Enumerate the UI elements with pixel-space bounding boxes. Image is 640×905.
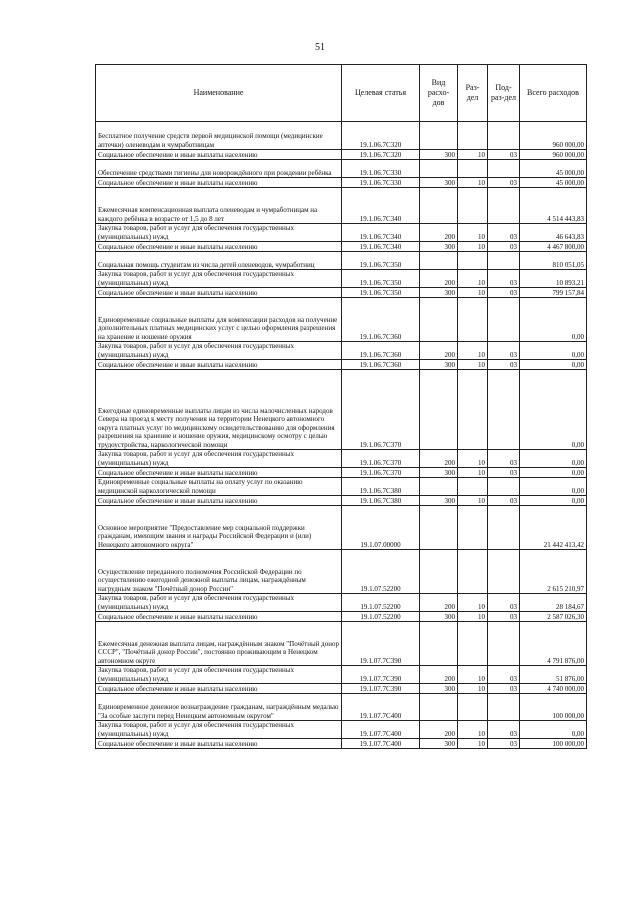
cell-expense-type	[420, 550, 458, 594]
table-header-row	[96, 65, 587, 122]
cell-name: Социальная помощь студентам из числа детей оленеводов, чумработниц	[96, 252, 342, 270]
cell-section	[458, 622, 488, 666]
cell-expense-type: 200	[420, 224, 458, 242]
cell-expense-type: 200	[420, 342, 458, 360]
cell-total: 810 051,05	[520, 252, 587, 270]
cell-subsection	[488, 370, 520, 450]
cell-total: 0,00	[520, 370, 587, 450]
cell-expense-type: 200	[420, 450, 458, 468]
cell-section	[458, 122, 488, 150]
cell-expense-type: 300	[420, 150, 458, 160]
cell-target-article: 19.1.07.52200	[342, 550, 420, 594]
cell-name: Закупка товаров, работ и услуг для обеспечения государственных (муниципальных) нужд	[96, 224, 342, 242]
cell-name: Закупка товаров, работ и услуг для обеспечения государственных (муниципальных) нужд	[96, 450, 342, 468]
cell-expense-type: 300	[420, 178, 458, 188]
cell-total: 51 876,00	[520, 666, 587, 684]
cell-total: 45 000,00	[520, 160, 587, 178]
table-row	[96, 242, 587, 252]
cell-target-article: 19.1.06.7С340	[342, 188, 420, 224]
table-row	[96, 468, 587, 478]
table-row	[96, 252, 587, 270]
cell-section: 10	[458, 150, 488, 160]
cell-total: 0,00	[520, 468, 587, 478]
cell-subsection	[488, 298, 520, 342]
header-section: Раз-дел	[458, 65, 488, 122]
cell-name: Единовременное денежное вознаграждение гражданам, награждённым медалью "За особые заслуги перед Ненецким автономным округом"	[96, 694, 342, 721]
cell-expense-type	[420, 622, 458, 666]
cell-section	[458, 188, 488, 224]
budget-table-body	[96, 122, 587, 749]
header-total: Всего расходов	[520, 65, 587, 122]
table-row	[96, 506, 587, 550]
cell-section: 10	[458, 224, 488, 242]
cell-section: 10	[458, 178, 488, 188]
cell-section	[458, 478, 488, 496]
cell-target-article: 19.1.06.7С380	[342, 496, 420, 506]
cell-total: 960 000,00	[520, 122, 587, 150]
table-row	[96, 288, 587, 298]
cell-target-article: 19.1.06.7С370	[342, 370, 420, 450]
cell-total: 960 000,00	[520, 150, 587, 160]
cell-total: 0,00	[520, 496, 587, 506]
cell-expense-type: 200	[420, 594, 458, 612]
cell-total: 799 157,84	[520, 288, 587, 298]
table-row	[96, 342, 587, 360]
header-target-article: Целевая статья	[342, 65, 420, 122]
cell-target-article: 19.1.07.7С390	[342, 666, 420, 684]
cell-name: Ежемесячная компенсационная выплата оленеводам и чумработницам на каждого ребёнка в возрасте от 1,5 до 8 лет	[96, 188, 342, 224]
cell-target-article: 19.1.07.7С390	[342, 684, 420, 694]
cell-expense-type: 300	[420, 242, 458, 252]
cell-expense-type: 300	[420, 360, 458, 370]
cell-subsection: 03	[488, 270, 520, 288]
cell-subsection	[488, 622, 520, 666]
cell-section	[458, 252, 488, 270]
header-subsection: Под-раз-дел	[488, 65, 520, 122]
cell-total: 2 615 210,97	[520, 550, 587, 594]
cell-name: Закупка товаров, работ и услуг для обеспечения государственных (муниципальных) нужд	[96, 270, 342, 288]
cell-target-article: 19.1.06.7С320	[342, 122, 420, 150]
cell-target-article: 19.1.06.7С330	[342, 160, 420, 178]
cell-target-article: 19.1.07.52200	[342, 594, 420, 612]
cell-target-article: 19.1.06.7С340	[342, 242, 420, 252]
cell-name: Социальное обеспечение и иные выплаты населению	[96, 612, 342, 622]
cell-name: Ежегодные единовременные выплаты лицам из числа малочисленных народов Севера на проезд к месту получения на территории Ненецкого автономного округа платных услуг по медицинскому освидетельствованию для оформления разрешения на хранение и ношение оружия, медицинскому осмотру с целью трудоустройства, наркологической помощи	[96, 370, 342, 450]
cell-section	[458, 694, 488, 721]
cell-target-article: 19.1.07.00000	[342, 506, 420, 550]
cell-name: Социальное обеспечение и иные выплаты населению	[96, 739, 342, 749]
cell-name: Осуществление переданного полномочия Российской Федерации по осуществлению ежегодной денежной выплаты лицам, награждённым нагрудным знаком "Почётный донор России"	[96, 550, 342, 594]
table-row	[96, 150, 587, 160]
cell-section	[458, 298, 488, 342]
cell-total: 4 467 800,00	[520, 242, 587, 252]
table-row	[96, 270, 587, 288]
table-row	[96, 478, 587, 496]
cell-section: 10	[458, 242, 488, 252]
cell-target-article: 19.1.07.7С390	[342, 622, 420, 666]
cell-section: 10	[458, 342, 488, 360]
cell-target-article: 19.1.06.7С340	[342, 224, 420, 242]
cell-subsection: 03	[488, 594, 520, 612]
cell-section: 10	[458, 594, 488, 612]
cell-target-article: 19.1.06.7С360	[342, 360, 420, 370]
cell-total: 46 643,83	[520, 224, 587, 242]
cell-name: Социальное обеспечение и иные выплаты населению	[96, 242, 342, 252]
cell-subsection: 03	[488, 242, 520, 252]
cell-total: 100 000,00	[520, 694, 587, 721]
cell-target-article: 19.1.06.7С360	[342, 298, 420, 342]
table-row	[96, 612, 587, 622]
cell-total: 0,00	[520, 298, 587, 342]
budget-table	[95, 64, 587, 749]
cell-subsection	[488, 188, 520, 224]
cell-total: 0,00	[520, 478, 587, 496]
cell-name: Социальное обеспечение и иные выплаты населению	[96, 684, 342, 694]
cell-expense-type: 200	[420, 666, 458, 684]
table-row	[96, 298, 587, 342]
cell-expense-type: 200	[420, 721, 458, 739]
cell-target-article: 19.1.06.7С350	[342, 270, 420, 288]
cell-subsection: 03	[488, 224, 520, 242]
cell-subsection	[488, 506, 520, 550]
cell-target-article: 19.1.07.7С400	[342, 739, 420, 749]
cell-expense-type: 300	[420, 739, 458, 749]
cell-subsection	[488, 160, 520, 178]
cell-section: 10	[458, 270, 488, 288]
cell-expense-type	[420, 694, 458, 721]
cell-total: 45 000,00	[520, 178, 587, 188]
cell-subsection: 03	[488, 288, 520, 298]
cell-target-article: 19.1.06.7С360	[342, 342, 420, 360]
cell-section: 10	[458, 684, 488, 694]
cell-name: Закупка товаров, работ и услуг для обеспечения государственных (муниципальных) нужд	[96, 342, 342, 360]
table-row	[96, 684, 587, 694]
cell-name: Основное мероприятие "Предоставление мер социальной поддержки гражданам, имеющим звания и награды Российской Федерации и (или) Ненецкого автономного округа"	[96, 506, 342, 550]
cell-subsection: 03	[488, 178, 520, 188]
cell-target-article: 19.1.07.7С400	[342, 721, 420, 739]
cell-target-article: 19.1.06.7С350	[342, 288, 420, 298]
cell-subsection: 03	[488, 342, 520, 360]
table-row	[96, 224, 587, 242]
cell-expense-type	[420, 160, 458, 178]
header-name: Наименование	[96, 65, 342, 122]
cell-subsection	[488, 694, 520, 721]
cell-total: 0,00	[520, 342, 587, 360]
cell-target-article: 19.1.06.7С380	[342, 478, 420, 496]
cell-expense-type: 200	[420, 270, 458, 288]
cell-subsection	[488, 252, 520, 270]
cell-section: 10	[458, 288, 488, 298]
cell-section	[458, 370, 488, 450]
cell-expense-type: 300	[420, 612, 458, 622]
cell-name: Социальное обеспечение и иные выплаты населению	[96, 178, 342, 188]
cell-subsection: 03	[488, 450, 520, 468]
cell-total: 0,00	[520, 360, 587, 370]
cell-section: 10	[458, 360, 488, 370]
cell-target-article: 19.1.06.7С370	[342, 468, 420, 478]
table-row	[96, 450, 587, 468]
page-number: 51	[315, 42, 325, 53]
table-row	[96, 550, 587, 594]
cell-name: Единовременные социальные выплаты для компенсации расходов на получение дополнительных платных медицинских услуг с целью оформления разрешения на хранение и ношение оружия	[96, 298, 342, 342]
cell-subsection: 03	[488, 721, 520, 739]
table-row	[96, 622, 587, 666]
cell-name: Социальное обеспечение и иные выплаты населению	[96, 468, 342, 478]
table-row	[96, 594, 587, 612]
cell-name: Социальное обеспечение и иные выплаты населению	[96, 288, 342, 298]
table-row	[96, 496, 587, 506]
table-row	[96, 739, 587, 749]
cell-subsection	[488, 550, 520, 594]
cell-total: 4 791 876,00	[520, 622, 587, 666]
cell-section	[458, 506, 488, 550]
cell-expense-type	[420, 298, 458, 342]
cell-subsection: 03	[488, 496, 520, 506]
cell-name: Закупка товаров, работ и услуг для обеспечения государственных (муниципальных) нужд	[96, 666, 342, 684]
cell-total: 4 740 000,00	[520, 684, 587, 694]
cell-total: 2 587 026,30	[520, 612, 587, 622]
cell-section: 10	[458, 612, 488, 622]
cell-target-article: 19.1.06.7С320	[342, 150, 420, 160]
cell-expense-type: 300	[420, 468, 458, 478]
cell-total: 21 442 413,42	[520, 506, 587, 550]
cell-target-article: 19.1.07.52200	[342, 612, 420, 622]
table-row	[96, 178, 587, 188]
table-row	[96, 666, 587, 684]
cell-target-article: 19.1.07.7С400	[342, 694, 420, 721]
cell-name: Социальное обеспечение и иные выплаты населению	[96, 150, 342, 160]
cell-expense-type	[420, 370, 458, 450]
cell-section: 10	[458, 739, 488, 749]
cell-name: Бесплатное получение средств первой медицинской помощи (медицинские аптечки) оленеводам и чумработницам	[96, 122, 342, 150]
cell-name: Социальное обеспечение и иные выплаты населению	[96, 360, 342, 370]
cell-expense-type	[420, 252, 458, 270]
cell-name: Ежемесячная денежная выплата лицам, награждённым знаком "Почётный донор СССР", "Почётный донор России", постоянно проживающим в Ненецком автономном округе	[96, 622, 342, 666]
cell-name: Социальное обеспечение и иные выплаты населению	[96, 496, 342, 506]
cell-total: 28 184,67	[520, 594, 587, 612]
cell-section	[458, 160, 488, 178]
cell-subsection: 03	[488, 612, 520, 622]
cell-name: Обеспечение средствами гигиены для новорождённого при рождении ребёнка	[96, 160, 342, 178]
cell-subsection: 03	[488, 666, 520, 684]
cell-subsection: 03	[488, 739, 520, 749]
cell-subsection: 03	[488, 684, 520, 694]
cell-total: 4 514 443,83	[520, 188, 587, 224]
table-row	[96, 370, 587, 450]
cell-section: 10	[458, 666, 488, 684]
cell-target-article: 19.1.06.7С370	[342, 450, 420, 468]
cell-section	[458, 550, 488, 594]
cell-subsection: 03	[488, 360, 520, 370]
table-row	[96, 694, 587, 721]
cell-subsection: 03	[488, 468, 520, 478]
cell-target-article: 19.1.06.7С330	[342, 178, 420, 188]
table-row	[96, 188, 587, 224]
cell-expense-type	[420, 506, 458, 550]
table-row	[96, 721, 587, 739]
cell-expense-type: 300	[420, 496, 458, 506]
cell-name: Закупка товаров, работ и услуг для обеспечения государственных (муниципальных) нужд	[96, 721, 342, 739]
cell-total: 100 000,00	[520, 739, 587, 749]
cell-target-article: 19.1.06.7С350	[342, 252, 420, 270]
cell-expense-type	[420, 188, 458, 224]
cell-expense-type: 300	[420, 288, 458, 298]
cell-subsection	[488, 122, 520, 150]
cell-subsection: 03	[488, 150, 520, 160]
cell-expense-type	[420, 122, 458, 150]
cell-subsection	[488, 478, 520, 496]
cell-section: 10	[458, 450, 488, 468]
cell-expense-type	[420, 478, 458, 496]
cell-name: Единовременные социальные выплаты на оплату услуг по оказанию медицинской наркологической помощи	[96, 478, 342, 496]
cell-section: 10	[458, 496, 488, 506]
cell-expense-type: 300	[420, 684, 458, 694]
cell-section: 10	[458, 721, 488, 739]
cell-total: 0,00	[520, 450, 587, 468]
cell-section: 10	[458, 468, 488, 478]
cell-total: 10 893,21	[520, 270, 587, 288]
header-expense-type: Вид расхо-дов	[420, 65, 458, 122]
table-row	[96, 360, 587, 370]
cell-name: Закупка товаров, работ и услуг для обеспечения государственных (муниципальных) нужд	[96, 594, 342, 612]
cell-total: 0,00	[520, 721, 587, 739]
table-row	[96, 122, 587, 150]
table-row	[96, 160, 587, 178]
